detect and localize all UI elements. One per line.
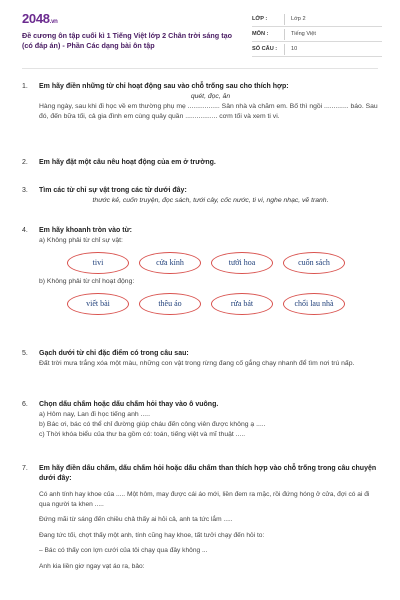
question-4 — [22, 226, 382, 318]
word-bank: quét, đọc, ăn — [190, 93, 231, 101]
question-3 — [22, 186, 382, 206]
question-number: 6. — [22, 401, 28, 408]
logo-main: 2048 — [22, 11, 50, 26]
question-text: Hàng ngày, sau khi đi học về em thường phụ mẹ ................. Sân nhà và chăm em. Bố thì ngồi ............. báo. Sau đó, đến bữa tối, cả gia đình em cùng quây quần ................. cơm tối và xem ti vi. — [39, 102, 378, 120]
part-a-label: a) Không phải từ chỉ sự vật: — [39, 237, 123, 245]
question-number: 3. — [22, 187, 28, 194]
question-title: Em hãy đặt một câu nêu hoạt động của em ở trường. — [39, 159, 216, 166]
story-paragraph: Có anh tính hay khoe của ..... Một hôm, may được cái áo mới, liền đem ra mặc, rồi đứng hóng ở cửa, đợi có ai đi qua người ta khen ..... — [39, 491, 370, 508]
header-divider — [22, 68, 378, 69]
meta-separator — [284, 14, 285, 25]
question-title: Gạch dưới từ chỉ đặc điểm có trong câu sau: — [39, 350, 189, 357]
question-title: Em hãy khoanh tròn vào từ: — [39, 227, 132, 234]
meta-row-subject — [252, 27, 382, 42]
question-title: Em hãy điền những từ chỉ hoạt động sau vào chỗ trống sau cho thích hợp: — [39, 83, 289, 90]
question-5 — [22, 349, 382, 369]
meta-key: SỐ CÂU : — [252, 45, 278, 52]
meta-value: Tiếng Việt — [291, 30, 316, 37]
document-header — [0, 0, 400, 68]
oval-word[interactable]: thêu áo — [139, 293, 201, 315]
oval-word[interactable]: cửa kính — [139, 252, 201, 274]
story-paragraph: Đứng mãi từ sáng đến chiều chả thấy ai hỏi cả, anh ta tức lắm ..... — [39, 516, 233, 524]
oval-word[interactable]: tưới hoa — [211, 252, 273, 274]
story-paragraph: – Bác có thấy con lợn cưới của tôi chạy qua đây không ... — [39, 547, 208, 555]
option-c: c) Thời khóa biểu của thư ba gồm có: toán, tiếng việt và mĩ thuật ..... — [39, 430, 246, 438]
meta-key: MÔN : — [252, 30, 269, 37]
meta-value: 10 — [291, 45, 298, 52]
meta-separator — [284, 44, 285, 55]
oval-row-b — [67, 293, 382, 315]
meta-separator — [284, 29, 285, 40]
meta-row-class — [252, 12, 382, 27]
question-title: Chọn dấu chấm hoặc dấu chấm hỏi thay vào ô vuông. — [39, 401, 219, 408]
question-number: 5. — [22, 350, 28, 357]
document-title: Đề cương ôn tập cuối kì 1 Tiếng Việt lớp 2 Chân trời sáng tạo (có đáp án) - Phần Các dạng bài ôn tập — [22, 31, 232, 51]
story-paragraph: Đang tức tối, chợt thấy một anh, tính cũng hay khoe, tất tưởi chạy đến hỏi to: — [39, 531, 265, 539]
question-2 — [22, 158, 382, 168]
question-number: 1. — [22, 83, 28, 90]
oval-row-a — [67, 252, 382, 274]
question-number: 2. — [22, 159, 28, 166]
oval-word[interactable]: cuốn sách — [283, 252, 345, 274]
oval-word[interactable]: rửa bát — [211, 293, 273, 315]
question-title: Tìm các từ chỉ sự vật trong các từ dưới đây: — [39, 187, 187, 194]
question-number: 7. — [22, 465, 28, 472]
meta-row-question-count — [252, 42, 382, 57]
option-a: a) Hôm nay, Lan đi học tiếng anh ..... — [39, 411, 150, 419]
oval-word[interactable]: chổi lau nhà — [283, 293, 345, 315]
question-1 — [22, 82, 382, 122]
oval-word[interactable]: tivi — [67, 252, 129, 274]
word-list: thước kẻ, cuốn truyện, đọc sách, tưới cây, cốc nước, ti vi, nghe nhạc, vẽ tranh. — [92, 197, 329, 205]
question-title: Em hãy điền dấu chấm, dấu chấm hỏi hoặc dấu chấm than thích hợp vào chỗ trống trong câu chuyện dưới đây: — [39, 465, 377, 483]
question-text: Đất trời mưa trắng xóa một màu, những con vật trong rừng đang cố gắng chạy nhanh để tìm nơi trú nấp. — [39, 360, 355, 368]
meta-value: Lớp 2 — [291, 15, 306, 22]
oval-word[interactable]: viết bài — [67, 293, 129, 315]
question-6 — [22, 400, 382, 440]
question-7 — [22, 464, 382, 572]
meta-table — [252, 12, 382, 57]
site-logo[interactable] — [22, 10, 58, 29]
logo-suffix: .vn — [49, 19, 58, 25]
part-b-label: b) Không phải từ chỉ hoạt động: — [39, 277, 135, 285]
question-number: 4. — [22, 227, 28, 234]
meta-key: LỚP : — [252, 15, 268, 22]
story-paragraph: Anh kia liền giơ ngay vạt áo ra, bảo: — [39, 563, 145, 571]
option-b: b) Bác ơi, bác có thể chỉ đường giúp cháu đến công viên được không ạ ..... — [39, 420, 266, 428]
